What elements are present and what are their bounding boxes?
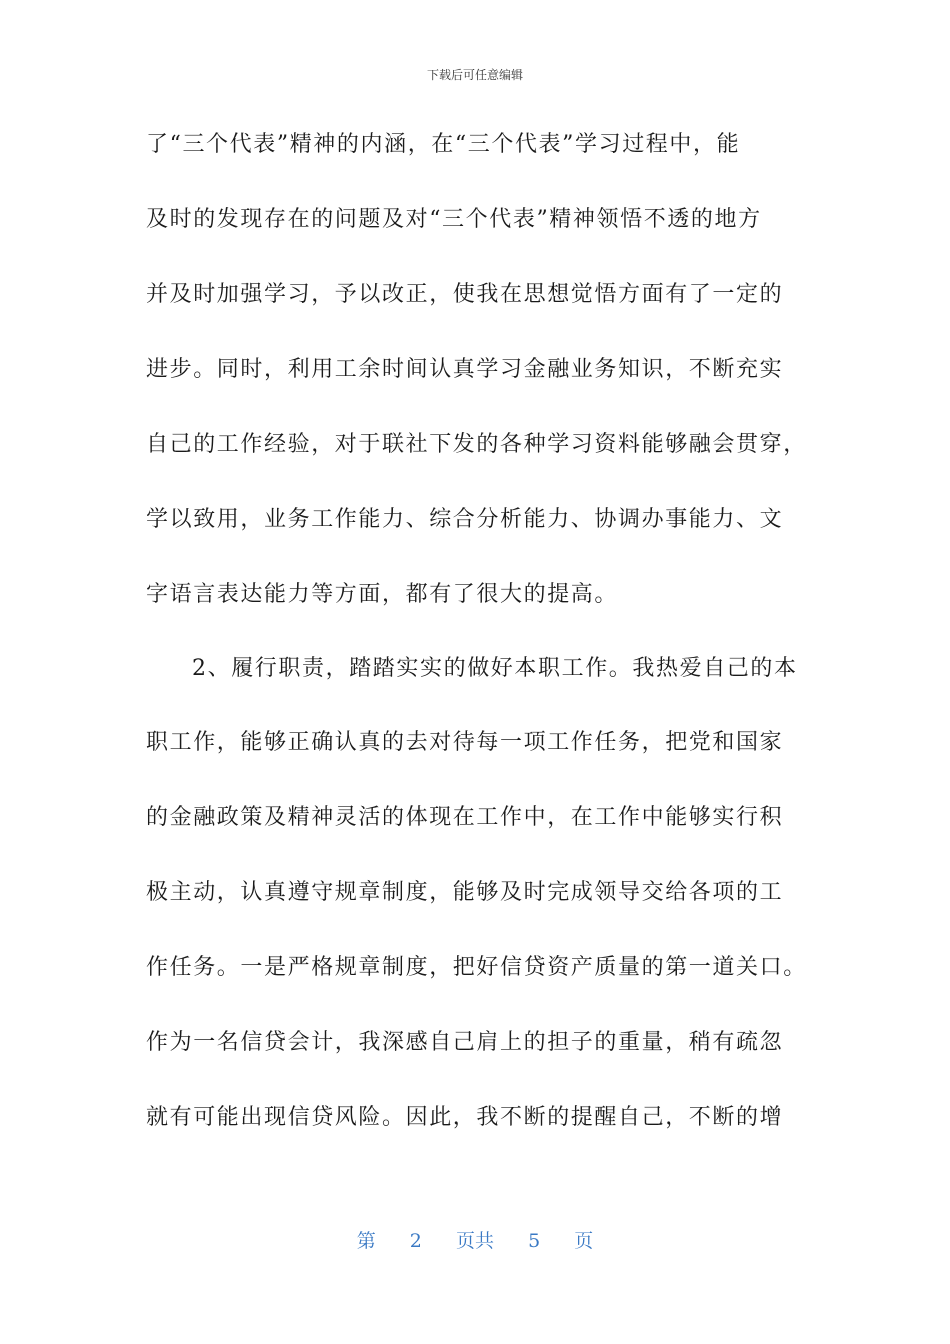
page-number-footer [0, 1226, 950, 1253]
body-line: 就有可能出现信贷风险。因此，我不断的提醒自己，不断的增 [146, 1105, 784, 1130]
current-page-number: 2 [409, 1230, 422, 1252]
body-line: 职工作，能够正确认真的去对待每一项工作任务，把党和国家 [146, 730, 784, 755]
body-line: 并及时加强学习，予以改正，使我在思想觉悟方面有了一定的 [146, 282, 784, 307]
total-pages-number: 5 [528, 1230, 541, 1252]
header-note: 下载后可任意编辑 [426, 68, 523, 82]
page-label-suffix: 页 [574, 1230, 594, 1252]
body-line: 作任务。一是严格规章制度，把好信贷资产质量的第一道关口。 [146, 955, 807, 980]
body-line: 及时的发现存在的问题及对“三个代表”精神领悟不透的地方 [146, 207, 762, 232]
body-line: 了“三个代表”精神的内涵，在“三个代表”学习过程中，能 [146, 132, 741, 157]
body-line: 作为一名信贷会计，我深感自己肩上的担子的重量，稍有疏忽 [146, 1030, 784, 1055]
body-line: 极主动，认真遵守规章制度，能够及时完成领导交给各项的工 [146, 880, 784, 905]
page-label-middle: 页共 [455, 1230, 494, 1252]
body-line: 的金融政策及精神灵活的体现在工作中，在工作中能够实行积 [146, 805, 784, 830]
paragraph-start-line: 2、履行职责，踏踏实实的做好本职工作。我热爱自己的本 [192, 656, 798, 681]
body-line: 进步。同时，利用工余时间认真学习金融业务知识，不断充实 [146, 357, 784, 382]
page-label-prefix: 第 [356, 1230, 376, 1252]
body-line: 自己的工作经验，对于联社下发的各种学习资料能够融会贯穿， [146, 432, 807, 457]
body-line: 字语言表达能力等方面，都有了很大的提高。 [146, 582, 619, 607]
body-line: 学以致用，业务工作能力、综合分析能力、协调办事能力、文 [146, 507, 784, 532]
